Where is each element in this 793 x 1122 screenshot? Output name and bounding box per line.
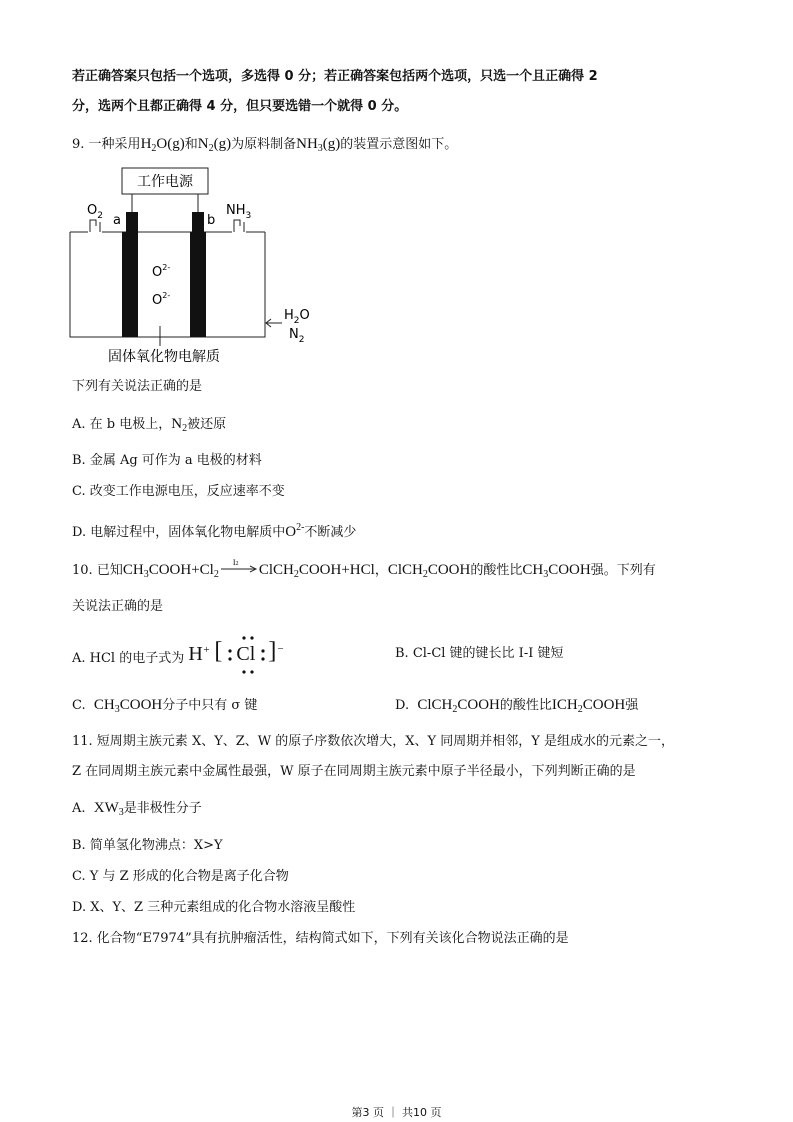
electrode-a-top	[126, 212, 138, 232]
electrode-b	[190, 232, 206, 337]
catalyst-label: I2	[232, 558, 239, 567]
electrode-b-top	[192, 212, 204, 232]
oxide-ion-label-2: $O^{2-}$	[152, 291, 171, 308]
q9-formula-nh3: $NH_3(g)$	[296, 136, 341, 154]
h2o-label: $H_2O$	[284, 308, 310, 326]
q11-option-a: A. $XW_3$是非极性分子	[72, 800, 202, 818]
n2-label: $N_2$	[289, 327, 305, 345]
electrode-a	[122, 232, 138, 337]
q9-text-1: 一种采用	[88, 137, 141, 152]
q11-option-d: D. X、Y、Z 三种元素组成的化合物水溶液呈酸性	[72, 900, 356, 915]
q9-text-3: 为原料制备	[231, 137, 297, 152]
q10-option-d: D. ClCH$_2$COOH的酸性比$ICH_2COOH$强	[395, 697, 639, 715]
oxide-ion-label-1: $O^{2-}$	[152, 263, 171, 280]
hcl-electron-formula: H + [ Cl ] −	[188, 644, 288, 668]
q10-option-b: B. Cl-Cl 键的键长比 I-I 键短	[395, 646, 564, 661]
q9-text-4: 的装置示意图如下。	[340, 137, 458, 152]
q9-question: 下列有关说法正确的是	[72, 379, 203, 394]
q12-stem: 12. 化合物“E7974”具有抗肿瘤活性，结构简式如下，下列有关该化合物说法正确的是	[72, 931, 569, 946]
reaction-arrow	[219, 558, 259, 575]
q10-stem: 10. 已知$CH_3COOH+Cl_2$ I2 ClCH$_2$COOH+HCl，ClCH$_2$COOH的酸性比$CH_3COOH$强。下列有	[72, 560, 656, 585]
q9-option-c: C. 改变工作电源电压，反应速率不变	[72, 484, 285, 499]
electrode-a-label: a	[113, 213, 121, 228]
instruction-line-2: 分，选两个且都正确得 4 分，但只要选错一个就得 0 分。	[72, 99, 408, 114]
electrode-b-label: b	[207, 213, 216, 228]
o2-label: $O_2$	[87, 203, 103, 221]
cell-container	[70, 232, 265, 337]
nh3-label: $NH_3$	[226, 203, 252, 221]
q9-option-d: D. 电解过程中，固体氧化物电解质中$O^{2-}$不断减少	[72, 522, 357, 540]
q9-formula-h2o: $H_2O(g)$	[140, 136, 185, 154]
q10-option-a: A. HCl 的电子式为 H + [ Cl ] −	[72, 644, 288, 669]
q9-stem	[72, 134, 457, 159]
q10-option-c: C. $CH_3COOH$分子中只有 σ 键	[72, 697, 258, 715]
instruction-line-1: 若正确答案只包括一个选项，多选得 0 分；若正确答案包括两个选项，只选一个且正确得 2	[72, 69, 598, 84]
q11-stem-line-2: Z 在同周期主族元素中金属性最强，W 原子在同周期主族元素中原子半径最小，下列判断正确的是	[72, 764, 636, 779]
electrolysis-diagram	[60, 160, 350, 370]
q9-option-b: B. 金属 Ag 可作为 a 电极的材料	[72, 453, 262, 468]
electrolyte-label: 固体氧化物电解质	[108, 349, 220, 365]
q9-text-2: 和	[184, 137, 198, 152]
nh3-outlet	[234, 220, 240, 232]
q9-formula-n2: $N_2(g)$	[197, 136, 232, 154]
q11-stem-line-1: 11. 短周期主族元素 X、Y、Z、W 的原子序数依次增大，X、Y 同周期并相邻，Y 是组成水的元素之一，	[72, 734, 674, 749]
q11-option-b: B. 简单氢化物沸点：X>Y	[72, 838, 223, 853]
q11-option-c: C. Y 与 Z 形成的化合物是离子化合物	[72, 869, 289, 884]
q9-number: 9.	[72, 137, 85, 152]
power-supply-label: 工作电源	[137, 174, 193, 190]
q10-stem-line-2: 关说法正确的是	[72, 599, 164, 614]
o2-outlet	[90, 220, 96, 232]
page-footer: 第3 页 ｜ 共10 页	[351, 1106, 442, 1119]
q9-option-a: A. 在 b 电极上，$N_2$被还原	[72, 416, 227, 434]
